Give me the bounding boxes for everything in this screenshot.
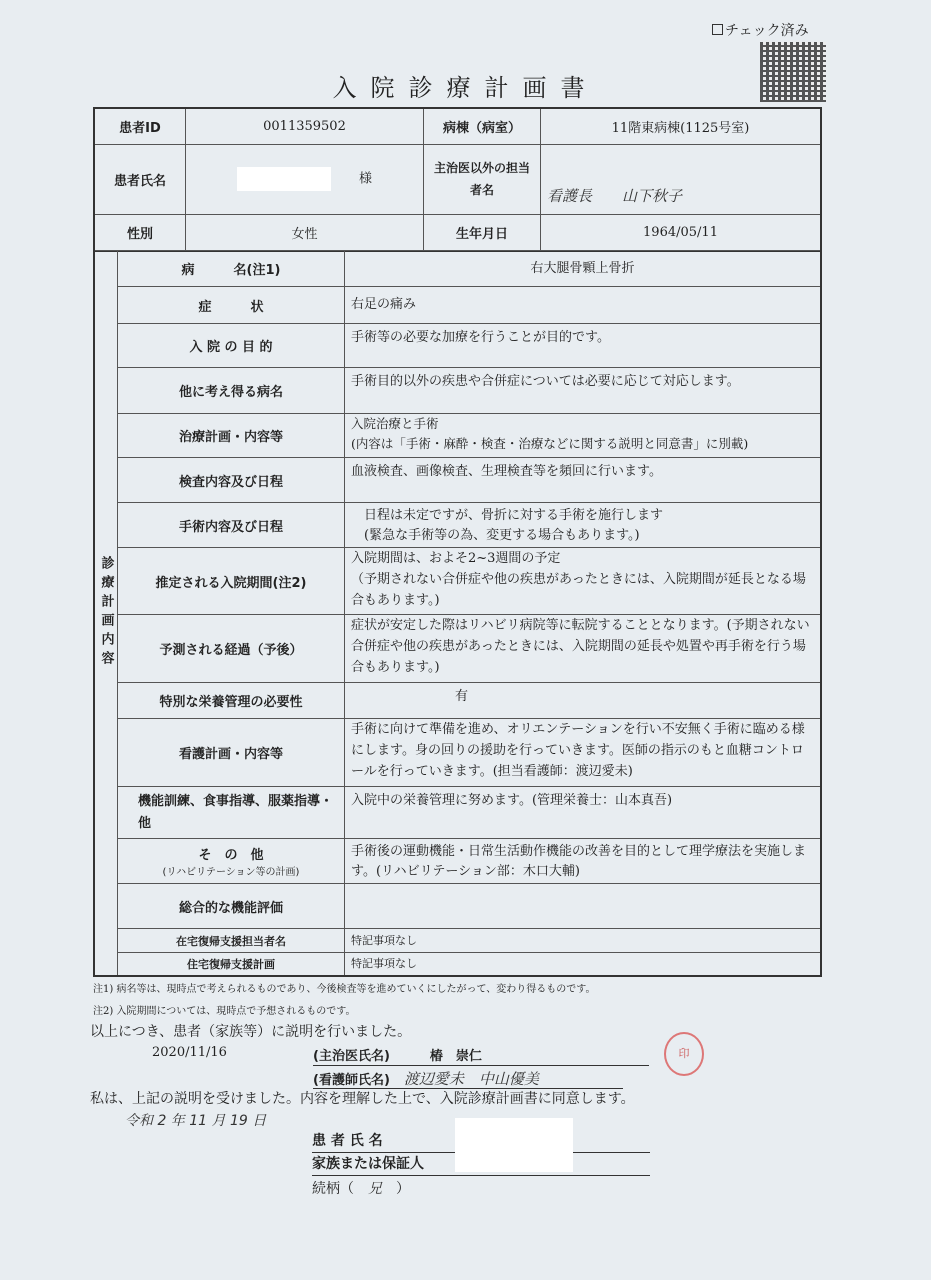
dob-label: 生年月日 (424, 214, 541, 251)
doctor-name: 椿 崇仁 (429, 1049, 482, 1064)
plan-value: 特記事項なし (345, 929, 822, 953)
plan-value: 有 (345, 683, 822, 719)
note-2: 注2) 入院期間については、現時点で予想されるものです。 (93, 1006, 356, 1017)
treatment-plan-table (93, 250, 822, 977)
sex: 女性 (186, 214, 424, 251)
patient-name-label: 患者氏名 (94, 144, 186, 214)
plan-label: 総合的な機能評価 (118, 884, 345, 929)
plan-label: 治療計画・内容等 (118, 414, 345, 458)
patient-info-table (93, 107, 822, 252)
consent-date: 令和 2 年 11 月 19 日 (125, 1113, 267, 1129)
plan-label: 病 名(注1) (118, 251, 345, 287)
ward: 11階東病棟(1125号室) (541, 108, 822, 144)
explanation-date: 2020/11/16 (152, 1045, 227, 1060)
plan-value: 手術目的以外の疾患や合併症については必要に応じて対応します。 (345, 368, 822, 414)
nurse-signature-line (313, 1068, 623, 1089)
nurse-label: (看護師氏名) (313, 1073, 390, 1088)
plan-value: 手術に向けて準備を進め、オリエンテーションを行い不安無く手術に臨める様にします。身の回りの援助を行っていきます。医師の指示のもと血糖コントロールを行っていきます。(担当看護師：渡辺愛未) (345, 719, 822, 787)
dob: 1964/05/11 (541, 214, 822, 251)
plan-value: 右大腿骨顆上骨折 (345, 251, 822, 287)
plan-label: 特別な栄養管理の必要性 (118, 683, 345, 719)
sex-label: 性別 (94, 214, 186, 251)
patient-sign-label: 患 者 氏 名 (312, 1133, 383, 1149)
plan-label: 他に考え得る病名 (118, 368, 345, 414)
plan-label-main: そ の 他 (198, 848, 264, 863)
relation-field (312, 1178, 410, 1198)
explanation-text: 以上につき、患者（家族等）に説明を行いました。 (90, 1024, 412, 1040)
plan-value: 血液検査、画像検査、生理検査等を頻回に行います。 (345, 458, 822, 503)
nurse-name: 渡辺愛未 中山優美 (403, 1070, 539, 1088)
note-1: 注1) 病名等は、現時点で考えられるものであり、今後検査等を進めていくにしたがって、変わり得るものです。 (93, 984, 596, 995)
plan-label (118, 839, 345, 884)
relation-close: ） (396, 1181, 410, 1197)
ward-label: 病棟（病室） (424, 108, 541, 144)
plan-value: 手術後の運動機能・日常生活動作機能の改善を目的として理学療法を実施します。(リハビリテーション部：木口大輔) (345, 839, 822, 884)
plan-label: 推定される入院期間(注2) (118, 548, 345, 615)
plan-label: 手術内容及び日程 (118, 503, 345, 548)
plan-sublabel: (リハビリテーション等の計画) (162, 867, 300, 878)
plan-label: 住宅復帰支援計画 (118, 953, 345, 977)
doctor-signature-line (313, 1045, 649, 1066)
plan-value: 入院治療と手術 (内容は「手術・麻酔・検査・治療などに関する説明と同意書」に別載) (345, 414, 822, 458)
document-title: 入院診療計画書 (332, 74, 599, 102)
plan-side-label: 診療計画内容 (94, 251, 118, 977)
family-sign-label: 家族または保証人 (312, 1156, 424, 1172)
redacted-block (455, 1118, 573, 1172)
seal-stamp: 印 (664, 1032, 704, 1076)
plan-value: 入院中の栄養管理に努めます。(管理栄養士：山本真吾) (345, 787, 822, 839)
checkbox-icon (712, 24, 723, 35)
plan-label: 看護計画・内容等 (118, 719, 345, 787)
plan-label: 機能訓練、食事指導、服薬指導・他 (118, 787, 345, 839)
doctor-label: (主治医氏名) (313, 1049, 390, 1064)
name-suffix: 様 (358, 171, 372, 187)
patient-id-label: 患者ID (94, 108, 186, 144)
checked-label: チェック済み (725, 23, 809, 39)
patient-id: 0011359502 (186, 108, 424, 144)
plan-label: 在宅復帰支援担当者名 (118, 929, 345, 953)
plan-value (345, 884, 822, 929)
plan-label: 予測される経過（予後） (118, 615, 345, 683)
plan-value: 入院期間は、およそ2~3週間の予定 （予期されない合併症や他の疾患があったときには、入院期間が延長となる場合もあります。) (345, 548, 822, 615)
plan-value: 日程は未定ですが、骨折に対する手術を施行します (緊急な手術等の為、変更する場合もあります。) (345, 503, 822, 548)
relation-value: 兄 (368, 1181, 382, 1197)
plan-label: 症 状 (118, 287, 345, 324)
other-staff: 看護長 山下秋子 (541, 144, 822, 214)
plan-value: 手術等の必要な加療を行うことが目的です。 (345, 324, 822, 368)
plan-value: 特記事項なし (345, 953, 822, 977)
relation-label: 続柄（ (312, 1181, 354, 1197)
patient-name (186, 144, 424, 214)
plan-value: 症状が安定した際はリハビリ病院等に転院することとなります。(予期されない合併症や他の疾患があったときには、入院期間の延長や処置や再手術を行う場合もあります。) (345, 615, 822, 683)
plan-value: 右足の痛み (345, 287, 822, 324)
other-staff-label: 主治医以外の担当者名 (424, 144, 541, 214)
checked-mark (712, 20, 809, 40)
consent-text: 私は、上記の説明を受けました。内容を理解した上で、入院診療計画書に同意します。 (90, 1091, 635, 1107)
plan-label: 検査内容及び日程 (118, 458, 345, 503)
plan-label: 入 院 の 目 的 (118, 324, 345, 368)
redacted-block (237, 167, 331, 191)
